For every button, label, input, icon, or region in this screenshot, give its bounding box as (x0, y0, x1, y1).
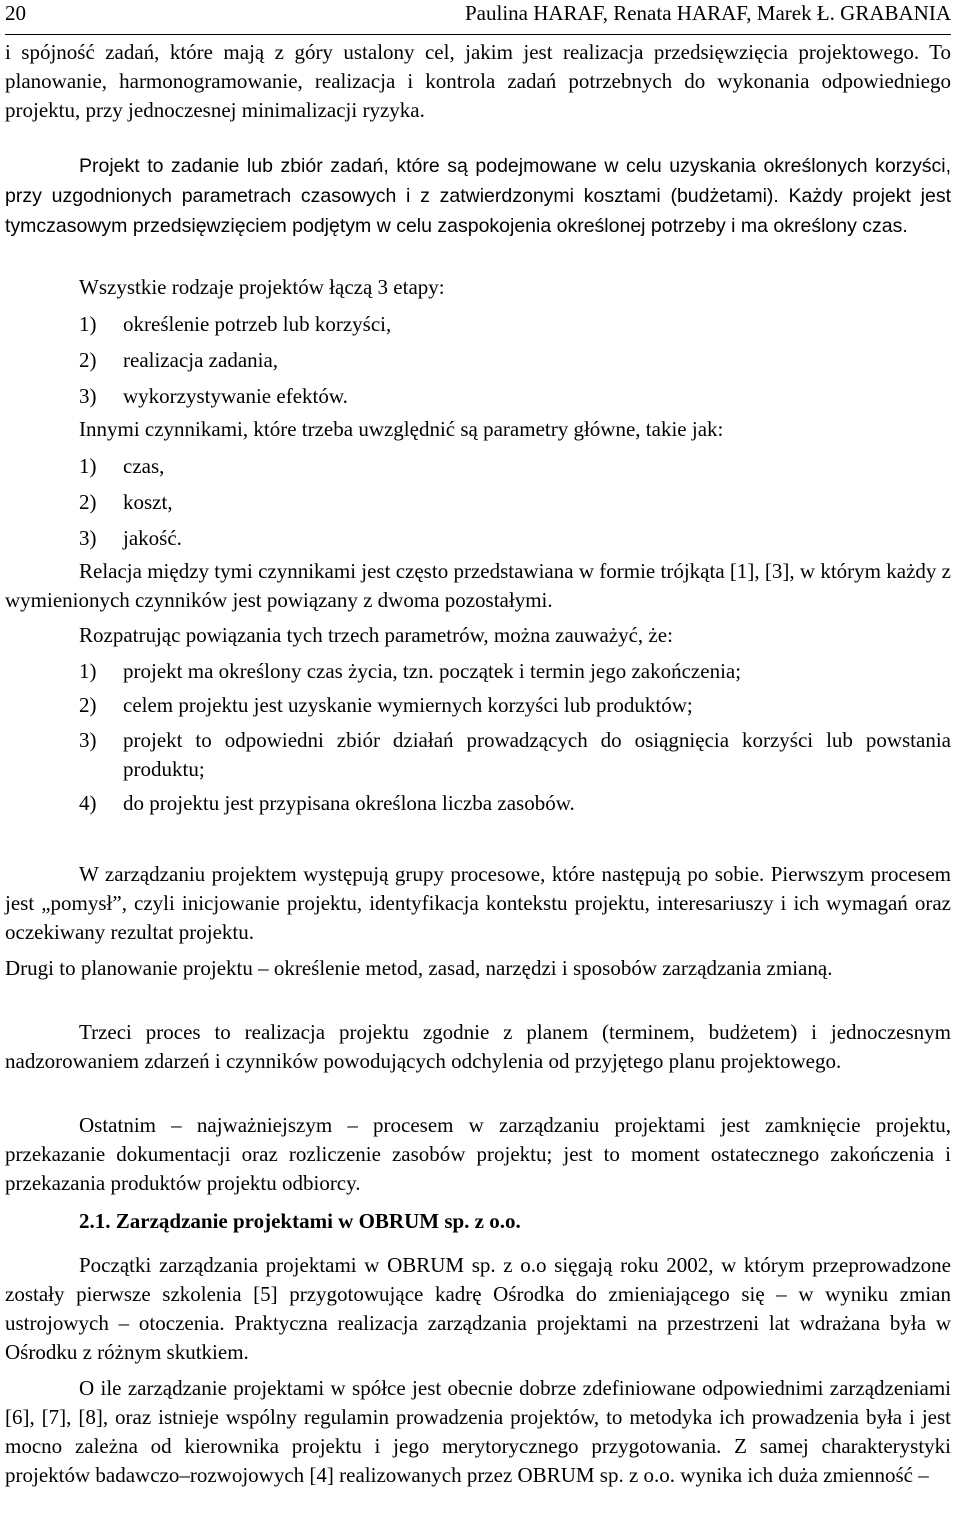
list-item: 2) celem projektu jest uzyskanie wymiernych korzyści lub produktów; (79, 693, 693, 717)
page-header (5, 1, 951, 31)
paragraph-triangle: Relacja między tymi czynnikami jest często przedstawiana w formie trójkąta [1], [3], w którym każdy z wymienionych czynników jest powiązany z dwoma pozostałymi. (5, 559, 951, 612)
stages-lead: Wszystkie rodzaje projektów łączą 3 etapy: (79, 275, 445, 299)
factors-lead: Innymi czynnikami, które trzeba uwzględnić są parametry główne, takie jak: (79, 417, 724, 441)
list-item: 2) koszt, (79, 490, 173, 514)
paragraph-third-process: Trzeci proces to realizacja projektu zgodnie z planem (terminem, budżetem) i jednoczesnym nadzorowaniem zdarzeń i czynników powodujących odchylenia od przyjętego planu projektowego. (5, 1020, 951, 1073)
paragraph-process-groups: W zarządzaniu projektem występują grupy procesowe, które następują po sobie. Pierwszym procesem jest „pomysł”, czyli inicjowanie projektu, identyfikacja kontekstu projektu, interesariuszy i ich wymagań oraz oczekiwany rezultat projektu. (5, 862, 951, 944)
paragraph-last-process: Ostatnim – najważniejszym – procesem w zarządzaniu projektami jest zamknięcie projektu, przekazanie dokumentacji oraz rozliczenie zasobów projektu; jest to moment ostatecznego zakończenia i przekazania produktów projektu odbiorcy. (5, 1113, 951, 1195)
list-item: 1) projekt ma określony czas życia, tzn. początek i termin jego zakończenia; (79, 659, 742, 683)
list-item: 1) określenie potrzeb lub korzyści, (79, 312, 392, 336)
considering-lead: Rozpatrując powiązania tych trzech parametrów, można zauważyć, że: (79, 623, 673, 647)
paragraph-current-state: O ile zarządzanie projektami w spółce jest obecnie dobrze zdefiniowane odpowiednimi zarządzeniami [6], [7], [8], oraz istnieje wspólny regulamin prowadzenia projektów, to metodyka ich prowadzenia była i jest mocno zależna od kierownika projektu i jego merytorycznego przygotowania. Z samej charakterystyki projektów badawczo–rozwojowych [4] realizowanych przez OBRUM sp. z o.o. wynika ich duża zmienność – (5, 1376, 951, 1487)
project-definition-sans: Projekt to zadanie lub zbiór zadań, które są podejmowane w celu uzyskania określonych korzyści, przy uzgodnionych parametrach czasowych i z zatwierdzonymi kosztami (budżetami). (5, 155, 951, 207)
list-item: 3) wykorzystywanie efektów. (79, 384, 348, 408)
paragraph-second-process: Drugi to planowanie projektu – określenie metod, zasad, narzędzi i sposobów zarządzania zmianą. (5, 956, 833, 980)
page-number: 20 (5, 1, 26, 25)
running-title: Paulina HARAF, Renata HARAF, Marek Ł. GRABANIA (464, 1, 951, 25)
list-item: 1) czas, (79, 454, 165, 478)
list-item: 2) realizacja zadania, (79, 348, 279, 372)
list-item: 4) do projektu jest przypisana określona liczba zasobów. (79, 791, 575, 815)
paragraph-project-definition (5, 151, 951, 241)
list-item: 3) jakość. (79, 526, 182, 550)
paragraph-intro: i spójność zadań, które mają z góry ustalony cel, jakim jest realizacja przedsięwzięcia projektowego. To planowanie, harmonogramowanie, realizacja i kontrola zadań potrzebnych do wykonania odpowiedniego projektu, przy jednoczesnej minimalizacji ryzyka. (5, 40, 951, 122)
paragraph-beginnings: Początki zarządzania projektami w OBRUM sp. z o.o sięgają roku 2002, w którym przeprowadzone zostały pierwsze szkolenia [5] przygotowujące kadrę Ośrodka do zmieniającego się – w wyniku zmian ustrojowych – otoczenia. Praktyczna realizacja zarządzania projektami na przestrzeni lat wdrażana była w Ośrodku z różnym skutkiem. (5, 1253, 951, 1364)
project-definition-tail: Każdy projekt jest tymczasowym przedsięwzięciem podjętym w celu zaspokojenia określonej potrzeby i ma określony czas. (5, 185, 952, 237)
section-heading: 2.1. Zarządzanie projektami w OBRUM sp. z o.o. (79, 1209, 521, 1233)
header-rule (5, 34, 951, 35)
list-item: 3) projekt to odpowiedni zbiór działań prowadzących do osiągnięcia korzyści lub powstania produktu; (79, 728, 951, 781)
